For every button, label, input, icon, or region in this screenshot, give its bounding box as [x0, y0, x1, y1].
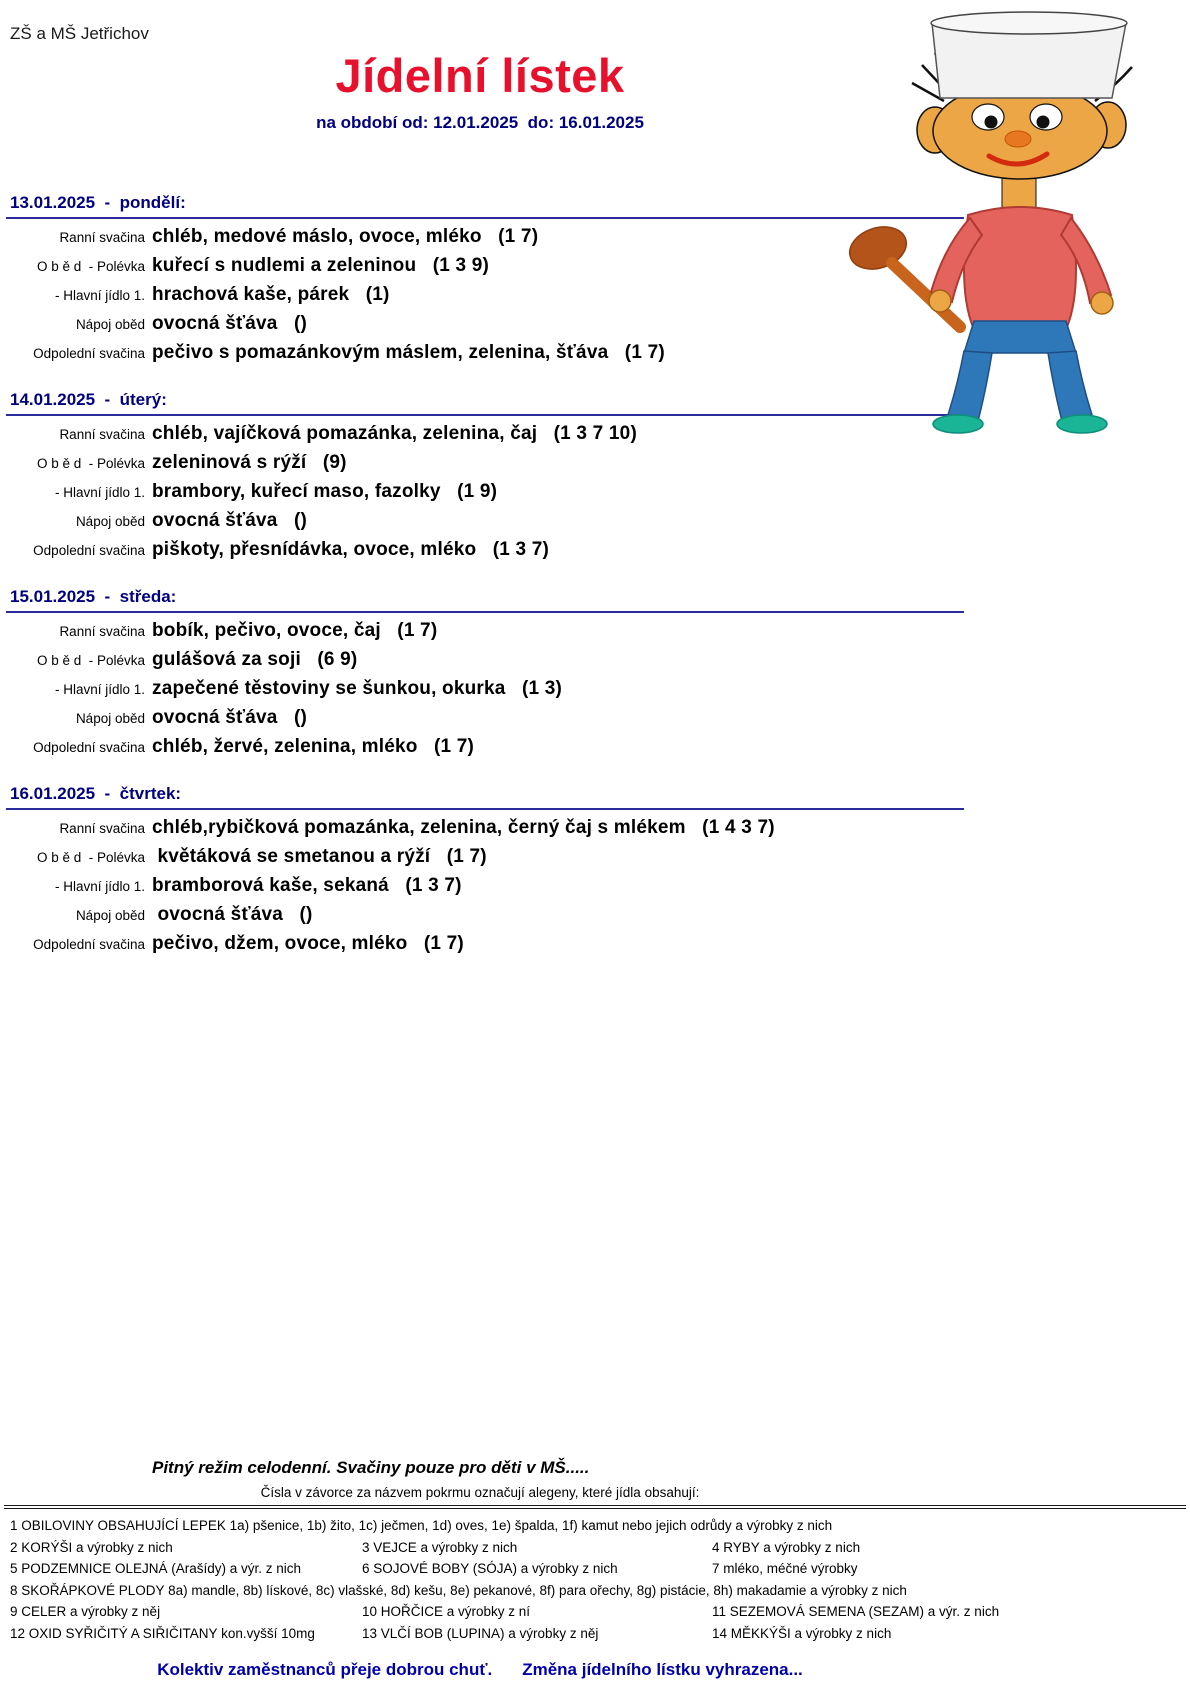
meal-text: hrachová kaše, párek (1) — [152, 284, 390, 305]
shoes — [933, 415, 1107, 433]
allergen-item: 3 VEJCE a výrobky z nich — [362, 1539, 518, 1555]
meal-label: Ranní svačina — [59, 821, 145, 836]
day-heading: 14.01.2025 - úterý: — [10, 390, 167, 409]
sweater — [931, 207, 1111, 336]
meal-label: O b ě d - Polévka — [36, 850, 145, 865]
closing-disclaimer: Změna jídelního lístku vyhrazena... — [522, 1660, 803, 1679]
day-divider — [6, 611, 964, 613]
meal-text: brambory, kuřecí maso, fazolky (1 9) — [152, 481, 498, 502]
meal-label: Nápoj oběd — [75, 514, 145, 529]
meal-label: Odpolední svačina — [33, 740, 145, 755]
meal-text: květáková se smetanou a rýží (1 7) — [152, 846, 487, 867]
meal-label: Ranní svačina — [59, 230, 145, 245]
allergen-item: 12 OXID SYŘIČITÝ A SIŘIČITANY kon.vyšší 10mg — [10, 1625, 315, 1641]
day-heading: 16.01.2025 - čtvrtek: — [10, 784, 182, 803]
meal-label: - Hlavní jídlo 1. — [54, 879, 145, 894]
meal-text: ovocná šťáva () — [152, 904, 313, 925]
chef-boy-illustration — [840, 5, 1140, 435]
meal-text: pečivo s pomazánkovým máslem, zelenina, šťáva (1 7) — [152, 342, 665, 363]
meal-text: zapečené těstoviny se šunkou, okurka (1 3) — [152, 678, 563, 699]
allergen-row — [10, 1515, 1190, 1537]
allergen-item: 5 PODZEMNICE OLEJNÁ (Arašídy) a výr. z nich — [10, 1561, 302, 1576]
meal-text: bramborová kaše, sekaná (1 3 7) — [152, 875, 462, 896]
title-block — [0, 0, 960, 133]
meal-label: Nápoj oběd — [75, 908, 145, 923]
allergen-item: 8 SKOŘÁPKOVÉ PLODY 8a) mandle, 8b) lískové, 8c) vlašské, 8d) kešu, 8e) pekanové, 8f) para ořechy, 8g) pistácie, 8h) makadamie a výrobky z nich — [10, 1582, 907, 1598]
meal-label: - Hlavní jídlo 1. — [54, 682, 145, 697]
nose — [1005, 131, 1031, 147]
meal-text: ovocná šťáva () — [152, 510, 308, 531]
allergen-item: 1 OBILOVINY OBSAHUJÍCÍ LEPEK 1a) pšenice, 1b) žito, 1c) ječmen, 1d) oves, 1e) špalda, 1f) kamut nebo jejich odrůdy a výrobky z nich — [10, 1518, 833, 1533]
day-divider — [6, 414, 964, 416]
meal-row — [0, 448, 1190, 477]
meal-row — [0, 506, 1190, 535]
meal-text: bobík, pečivo, ovoce, čaj (1 7) — [152, 620, 438, 641]
drinking-regime-note: Pitný režim celodenní. Svačiny pouze pro děti v MŠ..... — [152, 1458, 590, 1477]
meal-text: pečivo, džem, ovoce, mléko (1 7) — [152, 933, 464, 954]
meal-label: Nápoj oběd — [75, 317, 145, 332]
meal-text: chléb, medové máslo, ovoce, mléko (1 7) — [152, 226, 539, 247]
day-divider — [6, 217, 964, 219]
allergen-item: 2 KORÝŠI a výrobky z nich — [10, 1539, 173, 1555]
allergen-row — [10, 1623, 1190, 1645]
meal-row — [0, 929, 1190, 958]
date-range-subtitle: na období od: 12.01.2025 do: 16.01.2025 — [316, 113, 644, 132]
day-heading: 13.01.2025 - pondělí: — [10, 193, 186, 212]
allergen-row — [10, 1558, 1190, 1580]
meal-label: Odpolední svačina — [33, 346, 145, 361]
allergen-item: 14 MĚKKÝŠI a výrobky z nich — [712, 1625, 892, 1641]
allergen-legend — [0, 1515, 1190, 1644]
meal-text: gulášová za soji (6 9) — [152, 649, 358, 670]
meal-label: Ranní svačina — [59, 624, 145, 639]
page-title: Jídelní lístek — [335, 49, 625, 102]
meal-label: O b ě d - Polévka — [36, 653, 145, 668]
meal-row — [0, 645, 1190, 674]
meal-text: chléb, žervé, zelenina, mléko (1 7) — [152, 736, 475, 757]
allergen-row — [10, 1601, 1190, 1623]
day-section-thursday — [0, 784, 1190, 958]
hand-left — [929, 290, 951, 312]
meal-row — [0, 616, 1190, 645]
meal-row — [0, 674, 1190, 703]
day-section-wednesday — [0, 587, 1190, 761]
meal-row — [0, 703, 1190, 732]
meal-row — [0, 732, 1190, 761]
allergen-intro: Čísla v závorce za názvem pokrmu označují alegeny, které jídla obsahují: — [260, 1485, 700, 1500]
allergen-item: 4 RYBY a výrobky z nich — [712, 1539, 861, 1555]
hand-right — [1091, 292, 1113, 314]
meal-label: Ranní svačina — [59, 427, 145, 442]
allergen-item: 13 VLČÍ BOB (LUPINA) a výrobky z něj — [362, 1625, 599, 1641]
meal-text: zeleninová s rýží (9) — [152, 452, 347, 473]
meal-text: piškoty, přesnídávka, ovoce, mléko (1 3 7) — [152, 539, 550, 560]
meal-row — [0, 813, 1190, 842]
pants — [948, 321, 1092, 421]
chef-hat-icon — [931, 12, 1127, 98]
allergen-item: 9 CELER a výrobky z něj — [10, 1604, 161, 1619]
allergen-item: 6 SOJOVÉ BOBY (SÓJA) a výrobky z nich — [362, 1561, 618, 1576]
document-footer-area — [0, 1458, 1190, 1680]
allergen-row — [10, 1537, 1190, 1559]
allergen-item: 7 mléko, méčné výrobky — [712, 1561, 858, 1576]
double-divider — [4, 1505, 1186, 1509]
allergen-item: 11 SEZEMOVÁ SEMENA (SEZAM) a výr. z nich — [712, 1604, 1000, 1619]
school-name: ZŠ a MŠ Jetřichov — [10, 24, 149, 43]
meal-row — [0, 477, 1190, 506]
meal-label: - Hlavní jídlo 1. — [54, 288, 145, 303]
meal-text: chléb, vajíčková pomazánka, zelenina, čaj (1 3 7 10) — [152, 423, 637, 444]
meal-row — [0, 535, 1190, 564]
day-divider — [6, 808, 964, 810]
allergen-row — [10, 1580, 1190, 1602]
meal-label: O b ě d - Polévka — [36, 456, 145, 471]
meal-text: chléb,rybičková pomazánka, zelenina, černý čaj s mlékem (1 4 3 7) — [152, 817, 775, 838]
meal-row — [0, 900, 1190, 929]
meal-label: Odpolední svačina — [33, 543, 145, 558]
closing-wish: Kolektiv zaměstnanců přeje dobrou chuť. — [157, 1660, 493, 1679]
closing-message — [0, 1660, 960, 1680]
meal-label: Odpolední svačina — [33, 937, 145, 952]
meal-label: Nápoj oběd — [75, 711, 145, 726]
meal-row — [0, 842, 1190, 871]
meal-text: kuřecí s nudlemi a zeleninou (1 3 9) — [152, 255, 490, 276]
meal-label: - Hlavní jídlo 1. — [54, 485, 145, 500]
allergen-item: 10 HOŘČICE a výrobky z ní — [362, 1604, 531, 1619]
day-heading: 15.01.2025 - středa: — [10, 587, 177, 606]
meal-text: ovocná šťáva () — [152, 707, 308, 728]
meal-text: ovocná šťáva () — [152, 313, 308, 334]
meal-label: O b ě d - Polévka — [36, 259, 145, 274]
meal-row — [0, 871, 1190, 900]
